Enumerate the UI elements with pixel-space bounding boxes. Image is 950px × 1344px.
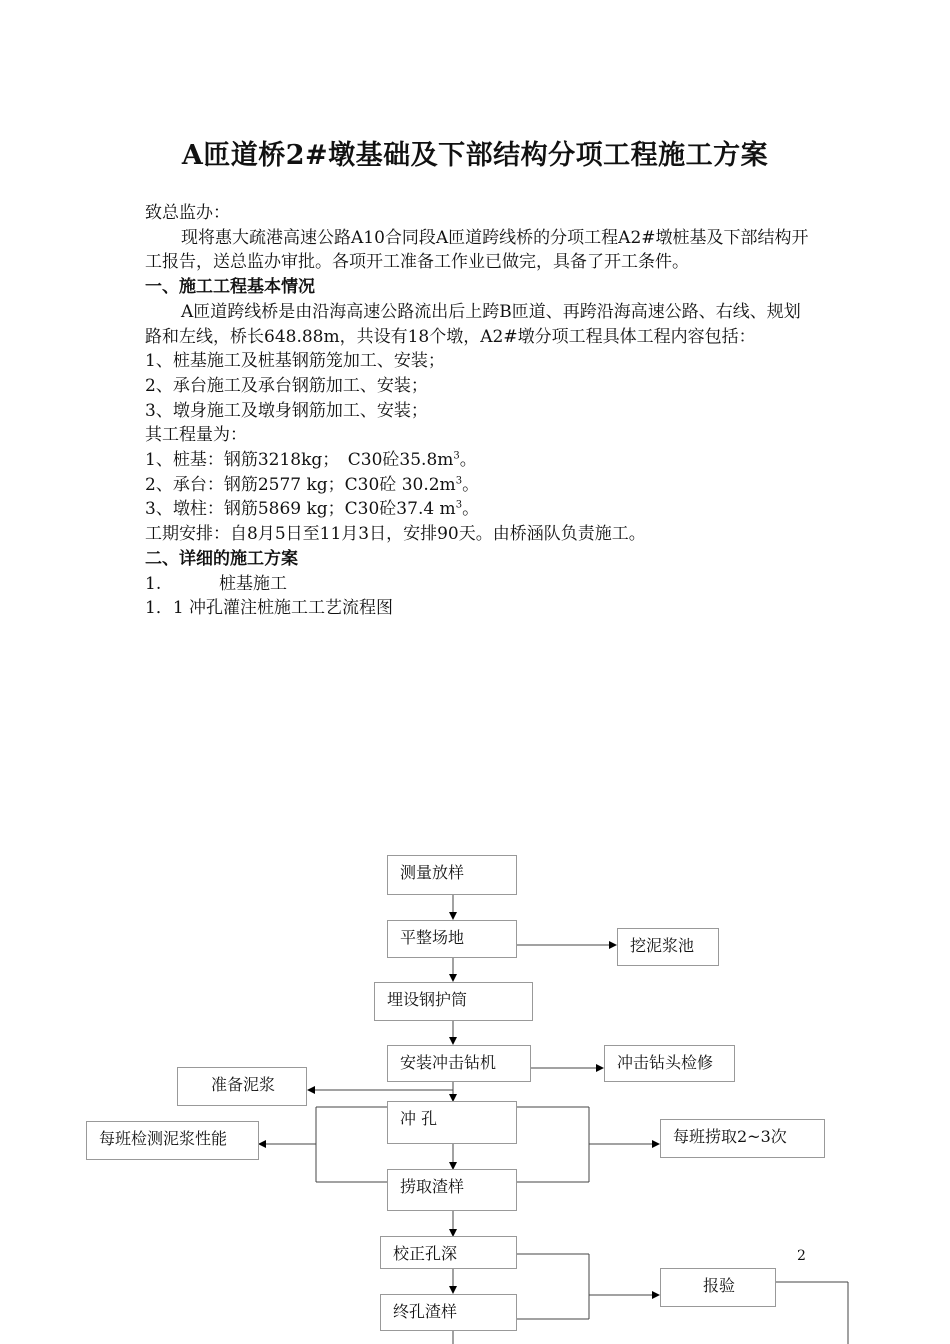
quantity-line: 2、承台：钢筋2577 kg；C30砼 $30.2m^3$。 (145, 474, 480, 495)
flow-step-final-slag: 终孔渣样 (380, 1294, 517, 1331)
quantities-label: 其工程量为： (145, 425, 247, 446)
subsection-1-1: 1．1 冲孔灌注桩施工工艺流程图 (145, 598, 394, 619)
work-item: 3、墩身施工及墩身钢筋加工、安装； (145, 400, 428, 421)
flow-step-repair-bit: 冲击钻头检修 (604, 1045, 735, 1082)
work-item: 2、承台施工及承台钢筋加工、安装； (145, 375, 428, 396)
flow-step-prepare-mud: 准备泥浆 (177, 1067, 307, 1106)
schedule-line: 工期安排：自8月5日至11月3日，安排90天。由桥涵队负责施工。 (145, 524, 646, 545)
flow-step-casing: 埋设钢护筒 (374, 982, 533, 1021)
work-item: 1、桩基施工及桩基钢筋笼加工、安装； (145, 351, 445, 372)
flow-step-correct-depth: 校正孔深 (380, 1236, 517, 1269)
flow-step-install-rig: 安装冲击钻机 (387, 1045, 531, 1082)
flow-step-level-site: 平整场地 (387, 920, 517, 958)
flow-step-dig-mud-pit: 挖泥浆池 (617, 928, 719, 966)
section2-heading: 二、详细的施工方案 (145, 548, 298, 569)
quantity-line: 3、墩柱：钢筋5869 kg；C30砼37.4 $m^3$。 (145, 499, 480, 520)
page-title: A匝道桥2#墩基础及下部结构分项工程施工方案 (181, 140, 769, 171)
subsection-1: 1. 桩基施工 (145, 573, 287, 594)
flow-step-drill: 冲 孔 (387, 1101, 517, 1144)
flow-step-survey: 测量放样 (387, 855, 517, 895)
page-number: 2 (797, 1248, 806, 1264)
flow-step-check-mud: 每班检测泥浆性能 (86, 1121, 259, 1160)
section1-heading: 一、施工工程基本情况 (145, 277, 315, 298)
flow-step-sample-frequency: 每班捞取2~3次 (660, 1119, 825, 1158)
quantity-line: 1、桩基：钢筋3218kg； C30砼$35.8m^3$。 (145, 450, 477, 471)
section1-paragraph: A匝道跨线桥是由沿海高速公路流出后上跨B匝道、再跨沿海高速公路、右线、规划路和左线，桥长648.88m，共设有18个墩，A2#墩分项工程具体工程内容包括： (145, 301, 801, 347)
intro-paragraph: 现将惠大疏港高速公路A10合同段A匝道跨线桥的分项工程A2#墩桩基及下部结构开工报告，送总监办审批。各项开工准备工作业已做完，具备了开工条件。 (145, 227, 809, 273)
flow-step-slag-sample: 捞取渣样 (387, 1169, 517, 1211)
flow-step-report: 报验 (660, 1268, 776, 1307)
salutation: 致总监办： (145, 203, 230, 223)
